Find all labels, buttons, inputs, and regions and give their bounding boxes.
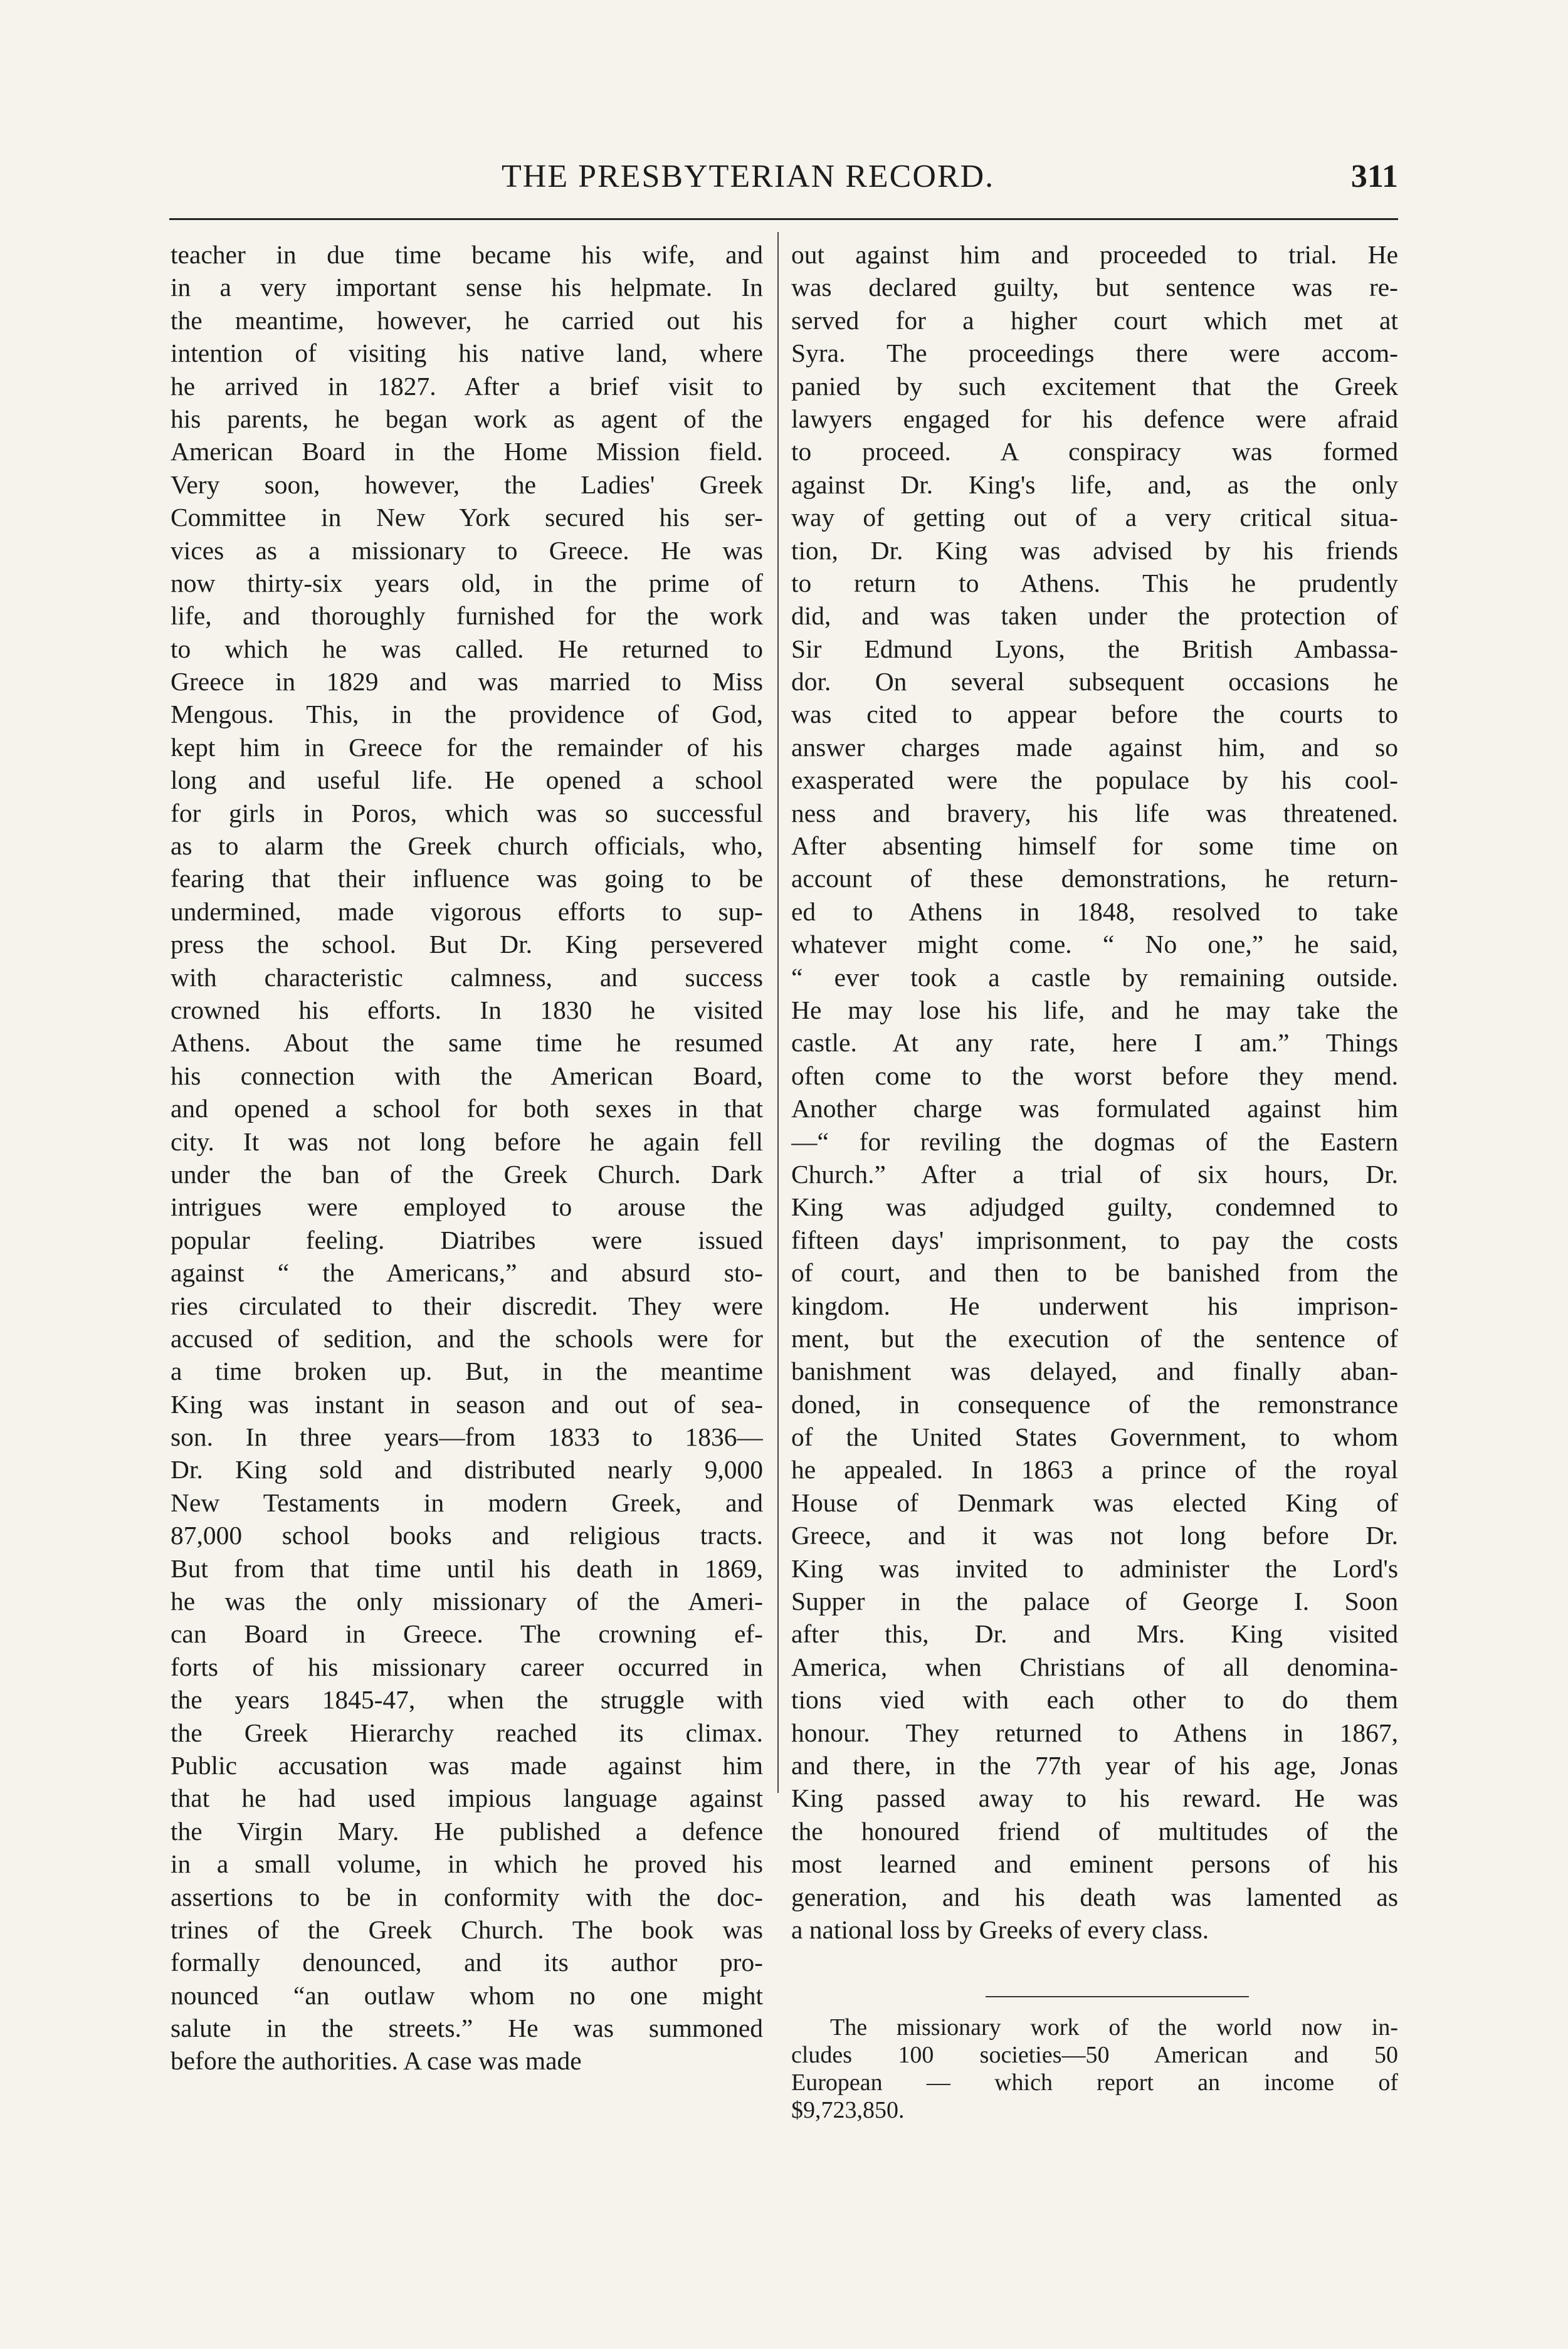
page-number: 311	[1350, 159, 1398, 194]
text-line: a national loss by Greeks of every class.	[791, 1915, 1209, 1944]
text-line: $9,723,850.	[791, 2097, 905, 2123]
text-line: answer charges made against him, and so	[791, 732, 1398, 762]
text-line: formally denounced, and its author pro-	[171, 1948, 763, 1977]
text-line: against “ the Americans,” and absurd sto-	[171, 1258, 763, 1288]
text-line: he was the only missionary of the Ameri-	[171, 1587, 763, 1616]
text-line: to which he was called. He returned to	[171, 634, 763, 663]
text-line: European — which report an income of	[791, 2069, 1398, 2096]
text-line: a time broken up. But, in the meantime	[171, 1357, 763, 1386]
text-line: was declared guilty, but sentence was re-	[791, 273, 1398, 302]
text-line: House of Denmark was elected King of	[791, 1488, 1398, 1517]
text-line: 87,000 school books and religious tracts.	[171, 1521, 763, 1550]
text-line: after this, Dr. and Mrs. King visited	[791, 1619, 1398, 1649]
text-line: dor. On several subsequent occasions he	[791, 667, 1398, 696]
text-line: tions vied with each other to do them	[791, 1685, 1398, 1715]
text-line: teacher in due time became his wife, and	[171, 240, 763, 269]
left-column	[171, 238, 763, 2078]
text-line: American Board in the Home Mission field.	[171, 437, 763, 466]
text-line: out against him and proceeded to trial. He	[791, 240, 1398, 269]
text-line: life, and thoroughly furnished for the work	[171, 601, 763, 631]
text-line: whatever might come. “ No one,” he said,	[791, 930, 1398, 959]
text-line: undermined, made vigorous efforts to sup-	[171, 896, 763, 926]
text-line: Dr. King sold and distributed nearly 9,000	[171, 1455, 763, 1485]
text-line: way of getting out of a very critical situa-	[791, 503, 1398, 532]
text-line: King passed away to his reward. He was	[791, 1784, 1398, 1813]
text-line: But from that time until his death in 1869,	[171, 1553, 763, 1583]
text-line: America, when Christians of all denomina-	[791, 1652, 1398, 1681]
text-line: accused of sedition, and the schools were for	[171, 1323, 763, 1353]
text-line: panied by such excitement that the Greek	[791, 371, 1398, 401]
text-line: and there, in the 77th year of his age, Jonas	[791, 1750, 1398, 1780]
text-line: kept him in Greece for the remainder of his	[171, 732, 763, 762]
text-line: he arrived in 1827. After a brief visit to	[171, 371, 763, 401]
text-line: intrigues were employed to arouse the	[171, 1192, 763, 1222]
text-line: now thirty-six years old, in the prime of	[171, 568, 763, 597]
text-line: for girls in Poros, which was so successful	[171, 798, 763, 828]
text-line: After absenting himself for some time on	[791, 831, 1398, 861]
text-line: ness and bravery, his life was threatened.	[791, 798, 1398, 828]
text-line: Sir Edmund Lyons, the British Ambassa-	[791, 634, 1398, 663]
text-line: in a small volume, in which he proved his	[171, 1849, 763, 1879]
text-line: was cited to appear before the courts to	[791, 700, 1398, 729]
text-line: the Greek Hierarchy reached its climax.	[171, 1718, 763, 1747]
text-line: the Virgin Mary. He published a defence	[171, 1816, 763, 1846]
header-rule	[169, 218, 1398, 220]
text-line: castle. At any rate, here I am.” Things	[791, 1028, 1398, 1058]
text-line: the meantime, however, he carried out his	[171, 305, 763, 335]
footnote-paragraph	[791, 2014, 1398, 2124]
text-line: Supper in the palace of George I. Soon	[791, 1587, 1398, 1616]
text-line: often come to the worst before they mend.	[791, 1061, 1398, 1090]
text-line: Committee in New York secured his ser-	[171, 503, 763, 532]
note-rule	[986, 1996, 1249, 1997]
text-line: as to alarm the Greek church officials, who,	[171, 831, 763, 861]
text-line: most learned and eminent persons of his	[791, 1849, 1398, 1879]
right-column	[791, 238, 1398, 1946]
text-line: kingdom. He underwent his imprison-	[791, 1291, 1398, 1320]
text-line: exasperated were the populace by his cool-	[791, 765, 1398, 795]
text-line: King was adjudged guilty, condemned to	[791, 1192, 1398, 1222]
text-line: generation, and his death was lamented as	[791, 1882, 1398, 1911]
text-line: forts of his missionary career occurred in	[171, 1652, 763, 1681]
text-line: Greece, and it was not long before Dr.	[791, 1521, 1398, 1550]
text-line: son. In three years—from 1833 to 1836—	[171, 1422, 763, 1452]
text-line: did, and was taken under the protection of	[791, 601, 1398, 631]
text-line: Mengous. This, in the providence of God,	[171, 700, 763, 729]
text-line: long and useful life. He opened a school	[171, 765, 763, 795]
text-line: of court, and then to be banished from the	[791, 1258, 1398, 1288]
text-line: He may lose his life, and he may take the	[791, 995, 1398, 1024]
text-line: and opened a school for both sexes in that	[171, 1094, 763, 1123]
text-line: the years 1845-47, when the struggle with	[171, 1685, 763, 1715]
text-line: press the school. But Dr. King persevered	[171, 930, 763, 959]
text-line: his connection with the American Board,	[171, 1061, 763, 1090]
text-line: doned, in consequence of the remonstrance	[791, 1389, 1398, 1419]
page-header	[169, 158, 1398, 208]
text-line: he appealed. In 1863 a prince of the royal	[791, 1455, 1398, 1485]
text-line: vices as a missionary to Greece. He was	[171, 535, 763, 565]
text-line: Very soon, however, the Ladies' Greek	[171, 470, 763, 499]
text-line: account of these demonstrations, he return-	[791, 864, 1398, 893]
text-line: banishment was delayed, and finally aban-	[791, 1357, 1398, 1386]
text-line: Greece in 1829 and was married to Miss	[171, 667, 763, 696]
text-line: against Dr. King's life, and, as the only	[791, 470, 1398, 499]
text-line: served for a higher court which met at	[791, 305, 1398, 335]
text-line: his parents, he began work as agent of the	[171, 404, 763, 433]
text-line: ed to Athens in 1848, resolved to take	[791, 896, 1398, 926]
text-line: King was instant in season and out of sea-	[171, 1389, 763, 1419]
text-line: to proceed. A conspiracy was formed	[791, 437, 1398, 466]
text-line: that he had used impious language against	[171, 1784, 763, 1813]
running-title: THE PRESBYTERIAN RECORD.	[502, 159, 995, 194]
text-line: fearing that their influence was going to be	[171, 864, 763, 893]
text-line: Public accusation was made against him	[171, 1750, 763, 1780]
text-line: under the ban of the Greek Church. Dark	[171, 1159, 763, 1189]
column-divider	[777, 232, 779, 1793]
text-line: New Testaments in modern Greek, and	[171, 1488, 763, 1517]
text-line: cludes 100 societies—50 American and 50	[791, 2042, 1398, 2068]
text-line: the honoured friend of multitudes of the	[791, 1816, 1398, 1846]
text-line: —“ for reviling the dogmas of the Eastern	[791, 1127, 1398, 1156]
text-line: honour. They returned to Athens in 1867,	[791, 1718, 1398, 1747]
text-line: The missionary work of the world now in-	[830, 2014, 1398, 2041]
text-line: in a very important sense his helpmate. In	[171, 273, 763, 302]
text-line: trines of the Greek Church. The book was	[171, 1915, 763, 1944]
text-line: popular feeling. Diatribes were issued	[171, 1225, 763, 1254]
text-line: Syra. The proceedings there were accom-	[791, 339, 1398, 368]
text-line: “ ever took a castle by remaining outside.	[791, 962, 1398, 992]
text-line: ries circulated to their discredit. They were	[171, 1291, 763, 1320]
text-line: tion, Dr. King was advised by his friends	[791, 535, 1398, 565]
text-line: King was invited to administer the Lord's	[791, 1553, 1398, 1583]
text-line: salute in the streets.” He was summoned	[171, 2014, 763, 2043]
text-line: assertions to be in conformity with the doc-	[171, 1882, 763, 1911]
text-line: can Board in Greece. The crowning ef-	[171, 1619, 763, 1649]
text-line: Church.” After a trial of six hours, Dr.	[791, 1159, 1398, 1189]
text-line: crowned his efforts. In 1830 he visited	[171, 995, 763, 1024]
text-line: nounced “an outlaw whom no one might	[171, 1980, 763, 2010]
text-line: lawyers engaged for his defence were afraid	[791, 404, 1398, 433]
text-line: ment, but the execution of the sentence of	[791, 1323, 1398, 1353]
text-line: city. It was not long before he again fell	[171, 1127, 763, 1156]
text-line: intention of visiting his native land, where	[171, 339, 763, 368]
text-line: to return to Athens. This he prudently	[791, 568, 1398, 597]
text-line: of the United States Government, to whom	[791, 1422, 1398, 1452]
text-line: Athens. About the same time he resumed	[171, 1028, 763, 1058]
text-line: Another charge was formulated against him	[791, 1094, 1398, 1123]
text-line: before the authorities. A case was made	[171, 2046, 582, 2076]
text-line: with characteristic calmness, and success	[171, 962, 763, 992]
text-line: fifteen days' imprisonment, to pay the costs	[791, 1225, 1398, 1254]
